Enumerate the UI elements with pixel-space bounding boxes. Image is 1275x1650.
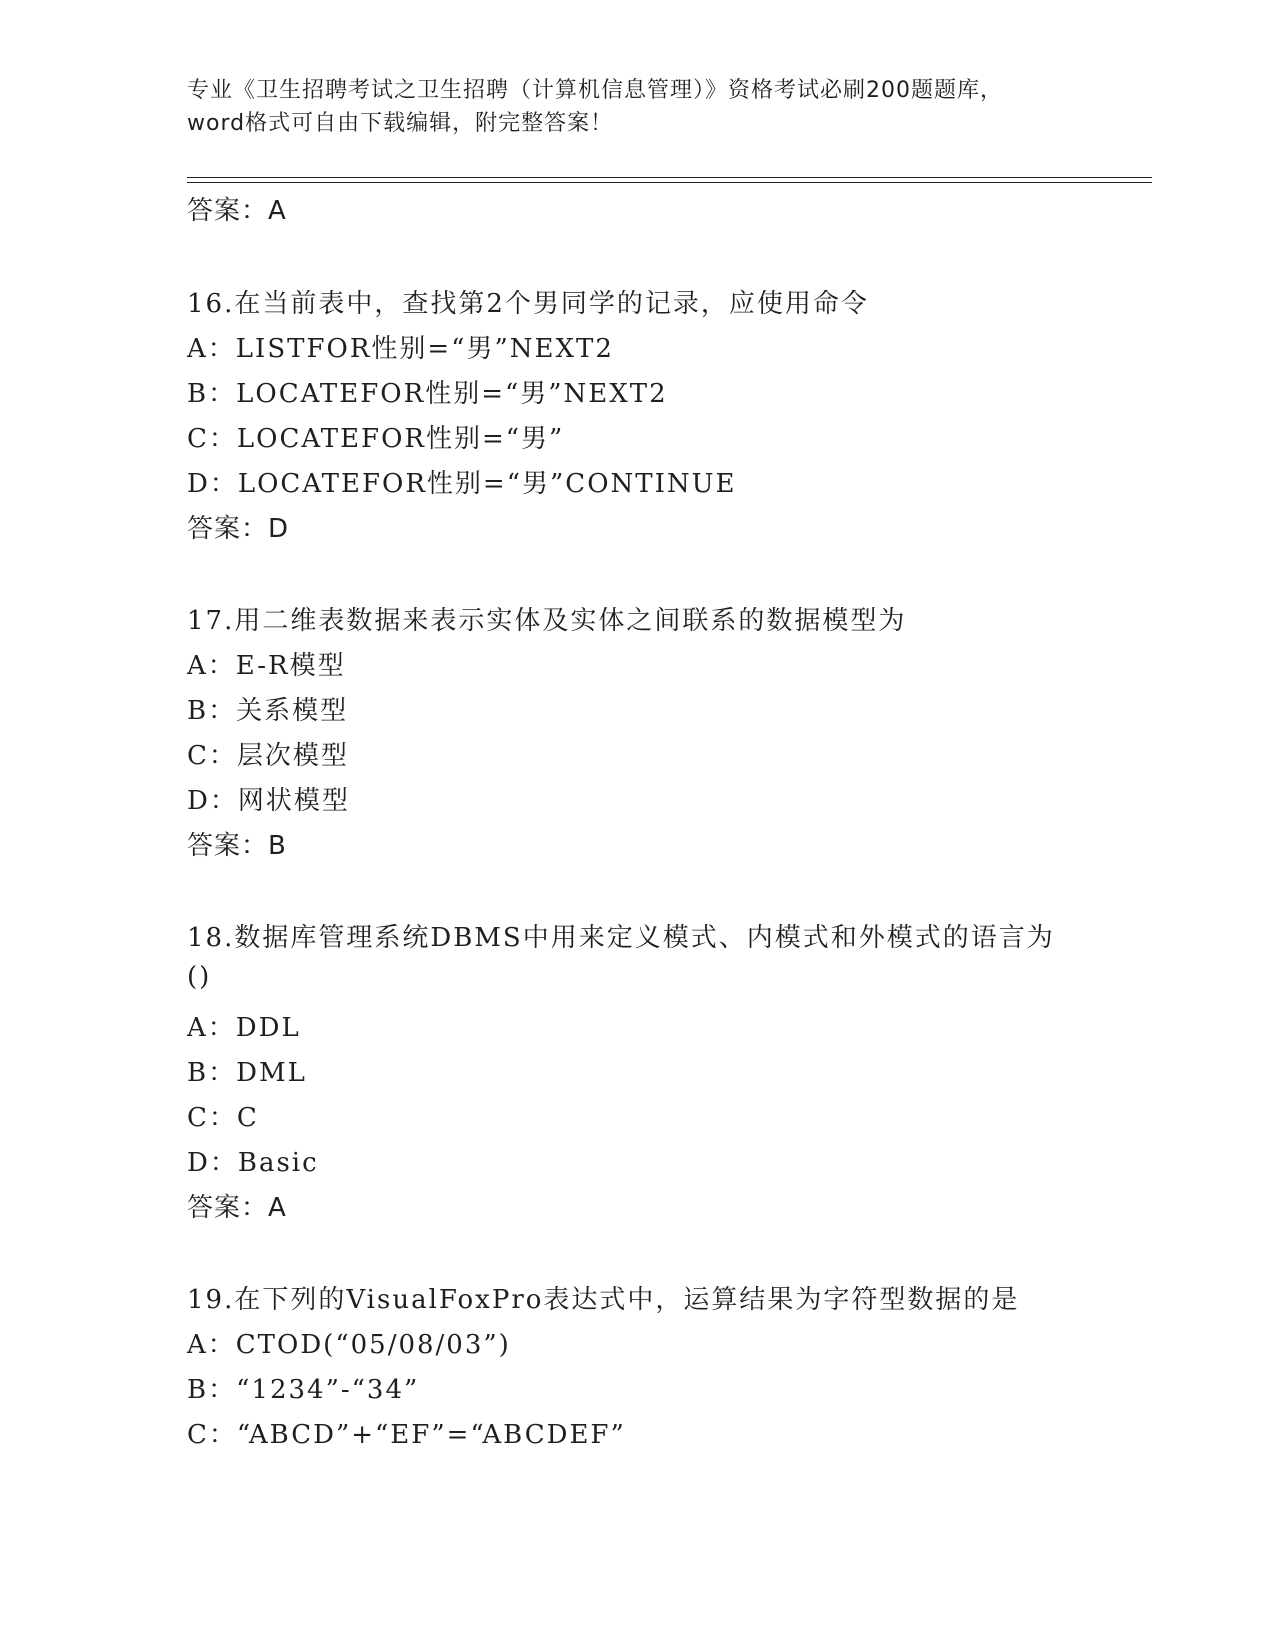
question-19-option-c: C：“ABCD”+“EF”=“ABCDEF” xyxy=(187,1420,626,1450)
question-18-continuation: () xyxy=(187,962,212,992)
question-19: 19.在下列的VisualFoxPro表达式中，运算结果为字符型数据的是 xyxy=(187,1285,1020,1315)
header-divider-top xyxy=(187,177,1152,178)
answer-18: 答案：A xyxy=(187,1193,287,1223)
header-line-1: 专业《卫生招聘考试之卫生招聘（计算机信息管理）》资格考试必刷200题题库， xyxy=(187,78,1003,103)
question-17-option-c: C：层次模型 xyxy=(187,741,349,771)
question-16: 16.在当前表中，查找第2个男同学的记录，应使用命令 xyxy=(187,289,869,319)
question-17: 17.用二维表数据来表示实体及实体之间联系的数据模型为 xyxy=(187,606,907,636)
question-16-option-d: D：LOCATEFOR性别=“男”CONTINUE xyxy=(187,469,737,499)
question-19-option-b: B：“1234”-“34” xyxy=(187,1375,420,1405)
question-16-option-c: C：LOCATEFOR性别=“男” xyxy=(187,424,565,454)
answer-17: 答案：B xyxy=(187,831,287,861)
header-line-2: word格式可自由下载编辑，附完整答案！ xyxy=(187,111,614,136)
question-18-option-b: B：DML xyxy=(187,1058,307,1088)
question-16-option-b: B：LOCATEFOR性别=“男”NEXT2 xyxy=(187,379,668,409)
question-18-option-a: A：DDL xyxy=(187,1013,301,1043)
question-17-option-a: A：E-R模型 xyxy=(187,651,346,681)
question-17-option-d: D：网状模型 xyxy=(187,786,350,816)
answer-15: 答案：A xyxy=(187,196,287,226)
question-18-option-c: C：C xyxy=(187,1103,259,1133)
question-18-option-d: D：Basic xyxy=(187,1148,319,1178)
question-18: 18.数据库管理系统DBMS中用来定义模式、内模式和外模式的语言为 xyxy=(187,923,1055,953)
question-17-option-b: B：关系模型 xyxy=(187,696,349,726)
document-header xyxy=(187,74,1087,140)
question-19-option-a: A：CTOD(“05/08/03”) xyxy=(187,1330,511,1360)
question-16-option-a: A：LISTFOR性别=“男”NEXT2 xyxy=(187,334,614,364)
header-divider-bottom xyxy=(187,182,1152,183)
answer-16: 答案：D xyxy=(187,514,290,544)
